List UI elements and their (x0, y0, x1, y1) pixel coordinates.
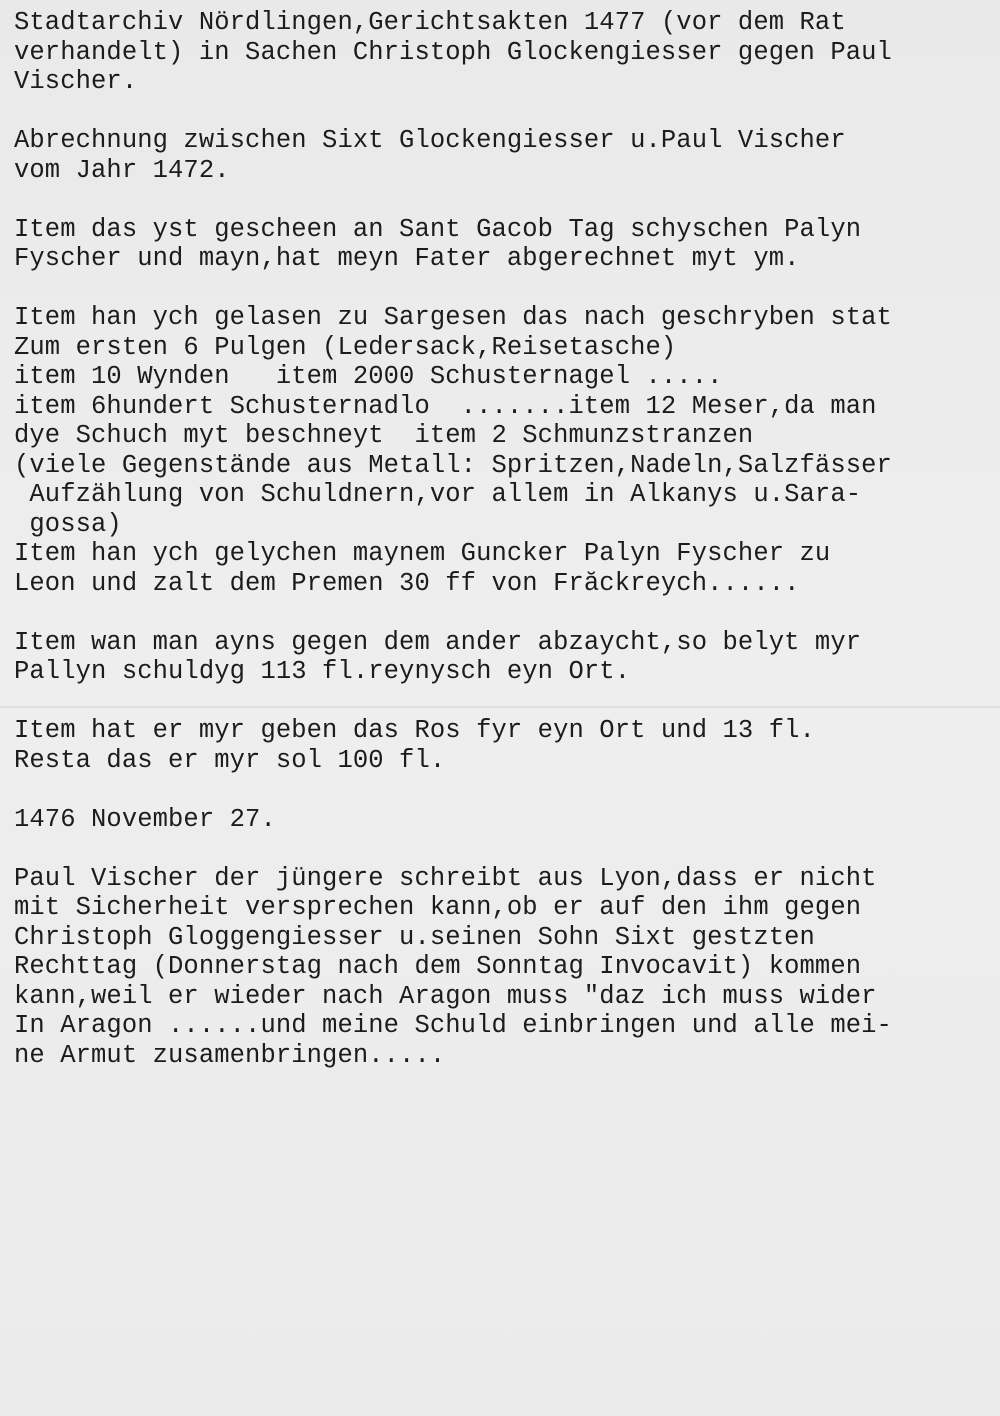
body-line: Christoph Gloggengiesser u.seinen Sohn Sixt gestzten (14, 922, 815, 952)
item-line: Item hat er myr geben das Ros fyr eyn Ort und 13 fl. (14, 716, 815, 745)
paragraph-gap (14, 834, 994, 864)
item-line: gossa) (14, 509, 122, 539)
section-title-line: Abrechnung zwischen Sixt Glockengiesser u.Paul Vischer (14, 126, 846, 155)
item-line: Leon und zalt dem Premen 30 ff von Frăckreych...... (14, 568, 800, 598)
paragraph-gap (14, 598, 994, 628)
paragraph-gap (14, 185, 994, 215)
body-line: kann,weil er wieder nach Aragon muss "daz ich muss wider (14, 981, 877, 1011)
item-line: dye Schuch myt beschneyt item 2 Schmunzstranzen (14, 421, 754, 450)
body-line: In Aragon ......und meine Schuld einbringen und alle mei- (14, 1011, 892, 1040)
item-line: Zum ersten 6 Pulgen (Ledersack,Reisetasche) (14, 332, 677, 362)
body-line: mit Sicherheit versprechen kann,ob er auf den ihm gegen (14, 893, 862, 922)
header-line: Stadtarchiv Nördlingen,Gerichtsakten 1477 (vor dem Rat (14, 8, 846, 37)
item-line: Fyscher und mayn,hat meyn Fater abgerechnet myt ym. (14, 244, 800, 273)
date-line: 1476 November 27. (14, 804, 276, 834)
section-title-line: vom Jahr 1472. (14, 155, 230, 185)
item-line: Resta das er myr sol 100 fl. (14, 745, 446, 775)
item-line: item 6hundert Schusternadlo .......item 12 Meser,da man (14, 391, 877, 421)
item-line: Pallyn schuldyg 113 fl.reynysch eyn Ort. (14, 657, 631, 686)
paragraph-gap (14, 687, 994, 717)
item-line: Item wan man ayns gegen dem ander abzaycht,so belyt myr (14, 627, 862, 657)
item-line: Aufzählung von Schuldnern,vor allem in Alkanys u.Sara- (14, 480, 862, 509)
header-line: verhandelt) in Sachen Christoph Glockengiesser gegen Paul (14, 37, 892, 67)
paragraph-gap (14, 775, 994, 805)
header-line: Vischer. (14, 67, 138, 96)
item-line: Item han ych gelasen zu Sargesen das nach geschryben stat (14, 303, 892, 332)
item-line: (viele Gegenstände aus Metall: Spritzen,Nadeln,Salzfässer (14, 450, 892, 480)
paragraph-gap (14, 274, 994, 304)
item-line: item 10 Wynden item 2000 Schusternagel ..... (14, 362, 723, 391)
body-line: Rechttag (Donnerstag nach dem Sonntag Invocavit) kommen (14, 952, 862, 981)
paragraph-gap (14, 97, 994, 127)
body-line: ne Armut zusamenbringen..... (14, 1040, 446, 1070)
item-line: Item han ych gelychen maynem Guncker Palyn Fyscher zu (14, 539, 831, 568)
document-text (14, 8, 994, 1070)
body-line: Paul Vischer der jüngere schreibt aus Lyon,dass er nicht (14, 863, 877, 893)
item-line: Item das yst gescheen an Sant Gacob Tag schyschen Palyn (14, 214, 862, 244)
